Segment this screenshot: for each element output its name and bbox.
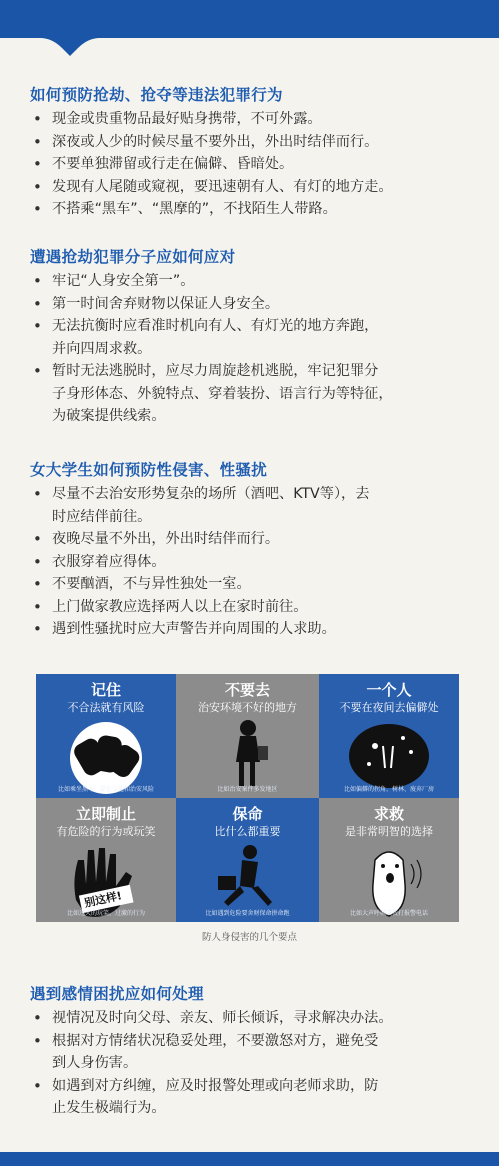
bullet-text-line: • 根据对方情绪状况稳妥处理，不要激怒对方，避免受 <box>52 1032 379 1049</box>
bullet-text-line: 到人身伤害。 <box>52 1055 138 1071</box>
section-title: 遭遇抢劫犯罪分子应如何应对 <box>30 248 236 266</box>
section-3 <box>30 459 470 641</box>
section-1 <box>30 84 470 221</box>
bullet-text-line: • 发现有人尾随或窥视，要迅速朝有人、有灯的地方走。 <box>52 178 393 195</box>
tip-subtitle: 有危险的行为或玩笑 <box>56 825 156 838</box>
tip-title: 一个人 <box>366 681 412 699</box>
bullet-item <box>30 176 470 199</box>
bullet-item <box>30 551 470 574</box>
bullet-item <box>30 270 470 293</box>
bullet-list <box>30 108 470 221</box>
bullet-text-line: 为破案提供线索。 <box>52 408 166 424</box>
tip-card <box>319 674 459 798</box>
bullet-text-line: • 现金或贵重物品最好贴身携带，不可外露。 <box>52 111 322 127</box>
cars-icon <box>36 716 176 796</box>
bullet-text-line: • 深夜或人少的时候尽量不要外出，外出时结伴而行。 <box>52 133 379 150</box>
tip-card <box>176 798 319 922</box>
tip-subtitle: 不合法就有风险 <box>67 701 145 714</box>
tip-card <box>36 798 176 922</box>
bullet-item <box>30 198 470 221</box>
bullet-text-line: • 不搭乘“黑车”、“黑摩的”，不找陌生人带路。 <box>52 201 337 217</box>
bullet-item <box>30 360 470 428</box>
night-cloud-icon <box>319 716 459 796</box>
bullet-text-line: • 暂时无法逃脱时，应尽力周旋趁机逃脱，牢记犯罪分 <box>52 363 379 379</box>
bullet-text-line: • 尽量不去治安形势复杂的场所（酒吧、KTV等），去 <box>52 486 370 502</box>
safety-tips-grid <box>36 674 459 922</box>
bullet-text-line: • 不要单独滞留或行走在偏僻、昏暗处。 <box>52 156 294 172</box>
tip-title: 保命 <box>232 805 263 823</box>
tip-note: 比如偏僻的拐角、树林、废弃厂房 <box>343 786 434 793</box>
section-4 <box>30 983 470 1120</box>
section-title: 女大学生如何预防性侵害、性骚扰 <box>30 461 268 479</box>
bullet-text-line: • 第一时间舍弃财物以保证人身安全。 <box>52 295 280 312</box>
bullet-text-line: 时应结伴前往。 <box>52 508 152 525</box>
tip-title: 求救 <box>373 805 404 823</box>
bullet-item <box>30 528 470 551</box>
bullet-item <box>30 618 470 641</box>
section-2 <box>30 246 470 428</box>
bullet-text-line: 止发生极端行为。 <box>52 1100 166 1116</box>
bottom-banner <box>0 1152 499 1166</box>
tip-card <box>319 798 459 922</box>
bullet-item <box>30 1030 470 1075</box>
bullet-text-line: • 上门做家教应选择两人以上在家时前往。 <box>52 598 308 615</box>
bullet-item <box>30 293 470 316</box>
grid-caption: 防人身侵害的几个要点 <box>201 932 297 943</box>
tip-title: 立即制止 <box>75 805 136 823</box>
tip-note: 比如大声呼喊或拨打报警电话 <box>349 910 428 917</box>
tip-note: 比如乘坐黑车、存在交通和治安风险 <box>57 786 154 793</box>
section-title: 如何预防抢劫、抢夺等违法犯罪行为 <box>30 86 283 104</box>
bullet-text-line: 子身形体态、外貌特点、穿着装扮、语言行为等特征， <box>52 385 393 402</box>
bullet-text-line: • 夜晚尽量不外出，外出时结伴而行。 <box>52 531 280 547</box>
bullet-text-line: • 如遇到对方纠缠，应及时报警处理或向老师求助，防 <box>52 1077 379 1094</box>
bullet-item <box>30 131 470 154</box>
bullet-list <box>30 1007 470 1120</box>
bullet-list <box>30 483 470 641</box>
bullet-text-line: • 牢记“人身安全第一”。 <box>52 273 195 289</box>
tip-note: 比如过火的玩笑、过激的行为 <box>66 910 145 917</box>
bullet-item <box>30 483 470 528</box>
tip-subtitle: 是非常明智的选择 <box>345 825 433 838</box>
section-title: 遇到感情困扰应如何处理 <box>30 985 204 1003</box>
bullet-item <box>30 1075 470 1120</box>
bullet-item <box>30 573 470 596</box>
bullet-item <box>30 596 470 619</box>
tip-title: 不要去 <box>224 681 270 699</box>
bullet-text-line: • 遇到性骚扰时应大声警告并向周围的人求助。 <box>52 621 336 637</box>
top-banner <box>0 0 499 60</box>
tip-card <box>36 674 176 798</box>
bullet-list <box>30 270 470 428</box>
running-man-icon <box>176 840 316 920</box>
bullet-text-line: • 无法抗衡时应看准时机向有人、有灯光的地方奔跑， <box>52 318 379 334</box>
tip-subtitle: 比什么都重要 <box>214 825 281 838</box>
bullet-item <box>30 315 470 360</box>
bullet-text-line: • 不要酗酒，不与异性独处一室。 <box>52 576 251 592</box>
tip-note: 比如治安案件多发地区 <box>217 786 278 793</box>
tip-subtitle: 治安环境不好的地方 <box>198 701 297 714</box>
bullet-item <box>30 153 470 176</box>
bullet-item <box>30 1007 470 1030</box>
shouting-figure-icon <box>319 840 459 920</box>
stop-hand-icon <box>36 840 176 920</box>
bullet-text-line: • 衣服穿着应得体。 <box>52 553 166 570</box>
stop-badge: 别这样! <box>83 889 124 910</box>
bullet-text-line: • 视情况及时向父母、亲友、师长倾诉，寻求解决办法。 <box>52 1010 393 1026</box>
tip-card <box>176 674 319 798</box>
tip-title: 记住 <box>90 681 121 699</box>
tip-note: 比如遇到危险要舍财保命拼命跑 <box>205 910 290 917</box>
walking-woman-icon <box>176 716 316 796</box>
tip-subtitle: 不要在夜间去偏僻处 <box>339 701 439 714</box>
bullet-item <box>30 108 470 131</box>
bullet-text-line: 并向四周求救。 <box>52 340 152 357</box>
